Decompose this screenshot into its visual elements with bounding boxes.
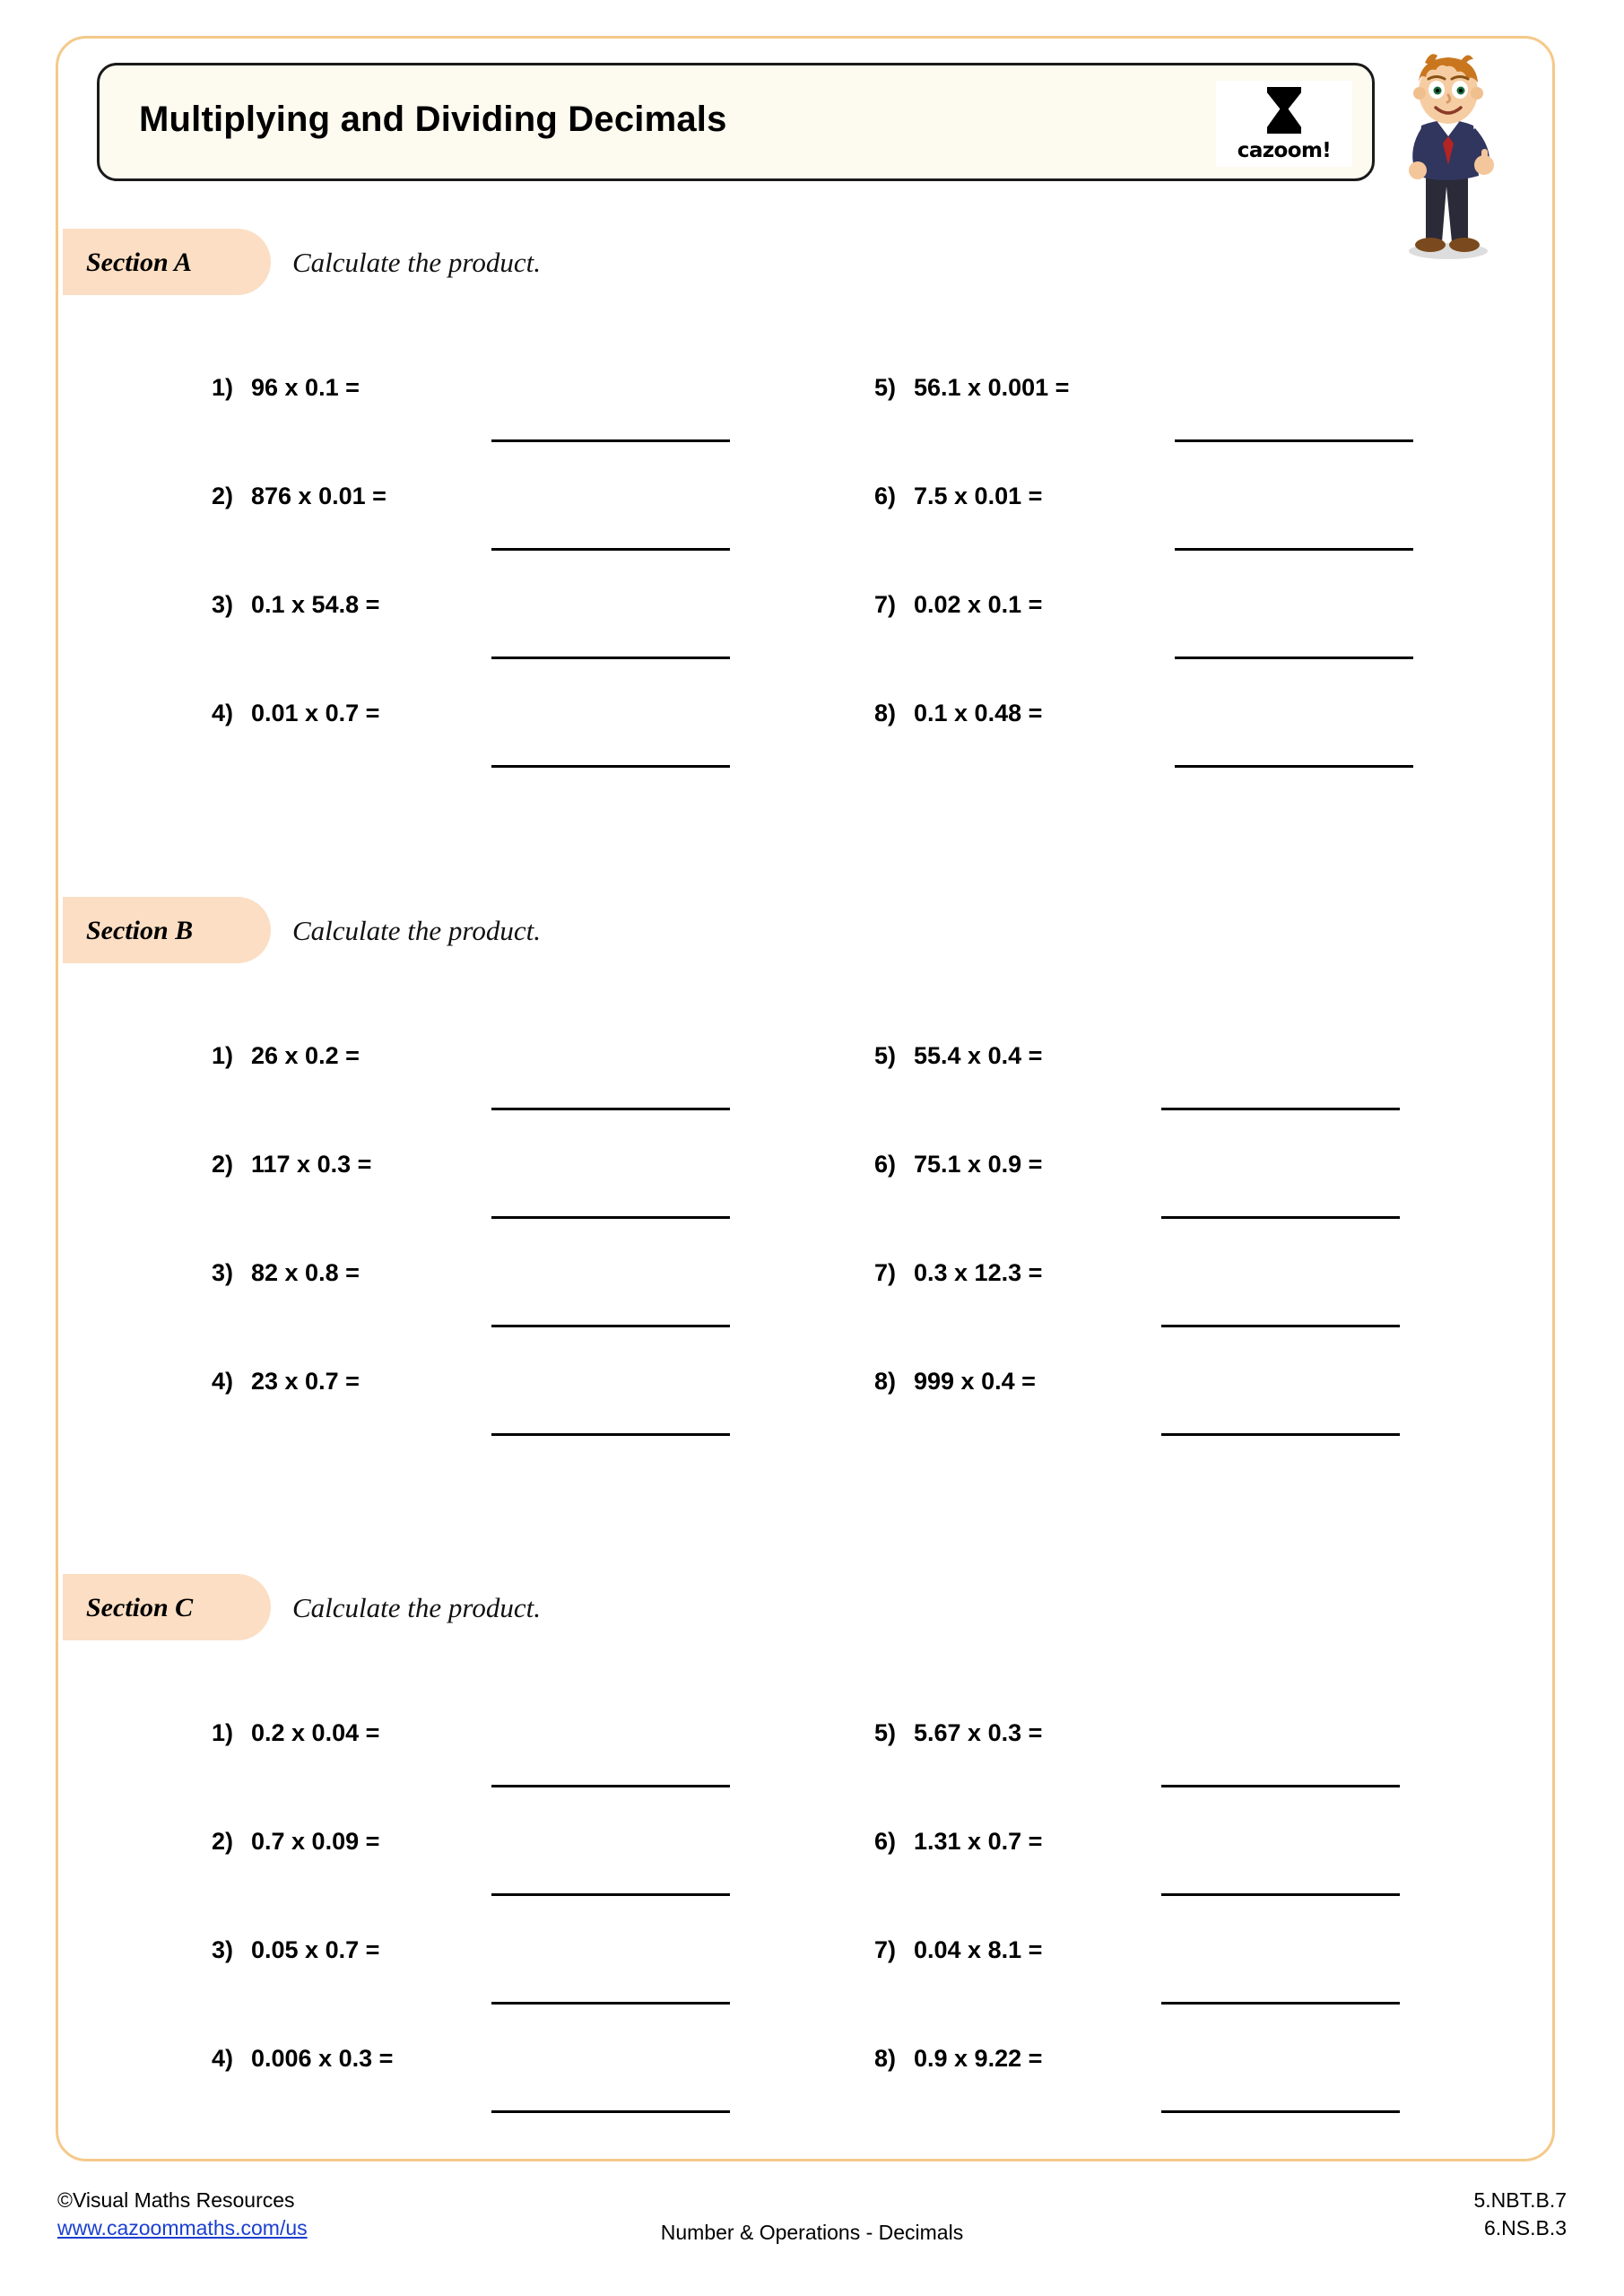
question-number: 2) bbox=[212, 483, 234, 509]
answer-line-b4[interactable] bbox=[491, 1433, 730, 1436]
question-a6 bbox=[874, 483, 1042, 510]
answer-line-a1[interactable] bbox=[491, 439, 730, 442]
question-c1 bbox=[212, 1719, 379, 1747]
question-number: 3) bbox=[212, 1936, 234, 1963]
answer-line-c8[interactable] bbox=[1161, 2110, 1400, 2113]
answer-line-c5[interactable] bbox=[1161, 1785, 1400, 1787]
question-number: 5) bbox=[874, 1042, 897, 1069]
section-a-instruction: Calculate the product. bbox=[292, 247, 541, 278]
question-number: 2) bbox=[212, 1828, 234, 1855]
question-c5 bbox=[874, 1719, 1042, 1747]
question-number: 4) bbox=[212, 700, 234, 726]
question-number: 1) bbox=[212, 374, 234, 401]
footer-topic: Number & Operations - Decimals bbox=[660, 2221, 964, 2244]
title-bar bbox=[97, 63, 1375, 181]
question-text: 0.9 x 9.22 = bbox=[914, 2045, 1043, 2072]
answer-line-b6[interactable] bbox=[1161, 1216, 1400, 1219]
question-number: 6) bbox=[874, 483, 897, 509]
copyright-text: ©Visual Maths Resources bbox=[57, 2188, 295, 2212]
question-text: 0.02 x 0.1 = bbox=[914, 591, 1043, 618]
section-b-pill bbox=[63, 897, 271, 963]
question-a3 bbox=[212, 591, 379, 619]
cazoom-hourglass-icon bbox=[1267, 87, 1301, 134]
question-b1 bbox=[212, 1042, 360, 1070]
question-b3 bbox=[212, 1259, 360, 1287]
question-number: 3) bbox=[212, 591, 234, 618]
question-a1 bbox=[212, 374, 360, 402]
question-b2 bbox=[212, 1151, 371, 1178]
question-c4 bbox=[212, 2045, 393, 2073]
question-c7 bbox=[874, 1936, 1042, 1964]
answer-line-a3[interactable] bbox=[491, 657, 730, 659]
question-text: 26 x 0.2 = bbox=[251, 1042, 360, 1069]
answer-line-c3[interactable] bbox=[491, 2002, 730, 2005]
question-number: 7) bbox=[874, 1936, 897, 1963]
answer-line-a6[interactable] bbox=[1175, 548, 1413, 551]
question-number: 5) bbox=[874, 374, 897, 401]
question-text: 96 x 0.1 = bbox=[251, 374, 360, 401]
question-text: 55.4 x 0.4 = bbox=[914, 1042, 1043, 1069]
question-text: 117 x 0.3 = bbox=[251, 1151, 372, 1178]
answer-line-a4[interactable] bbox=[491, 765, 730, 768]
question-text: 876 x 0.01 = bbox=[251, 483, 386, 509]
answer-line-b3[interactable] bbox=[491, 1325, 730, 1327]
question-text: 0.1 x 54.8 = bbox=[251, 591, 380, 618]
answer-line-c2[interactable] bbox=[491, 1893, 730, 1896]
answer-line-b7[interactable] bbox=[1161, 1325, 1400, 1327]
question-b5 bbox=[874, 1042, 1042, 1070]
answer-line-a7[interactable] bbox=[1175, 657, 1413, 659]
answer-line-a2[interactable] bbox=[491, 548, 730, 551]
question-c8 bbox=[874, 2045, 1042, 2073]
website-link[interactable]: www.cazoommaths.com/us bbox=[57, 2216, 308, 2240]
cazoom-logo-text: cazoom! bbox=[1237, 139, 1332, 162]
question-text: 75.1 x 0.9 = bbox=[914, 1151, 1043, 1178]
question-text: 5.67 x 0.3 = bbox=[914, 1719, 1043, 1746]
question-b4 bbox=[212, 1368, 360, 1396]
question-a4 bbox=[212, 700, 379, 727]
answer-line-c1[interactable] bbox=[491, 1785, 730, 1787]
section-b-instruction: Calculate the product. bbox=[292, 915, 541, 946]
footer-standards bbox=[1473, 2187, 1567, 2242]
question-text: 0.1 x 0.48 = bbox=[914, 700, 1043, 726]
question-number: 4) bbox=[212, 2045, 234, 2072]
question-number: 2) bbox=[212, 1151, 234, 1178]
question-c3 bbox=[212, 1936, 379, 1964]
answer-line-a5[interactable] bbox=[1175, 439, 1413, 442]
question-number: 7) bbox=[874, 591, 897, 618]
answer-line-b8[interactable] bbox=[1161, 1433, 1400, 1436]
question-number: 8) bbox=[874, 2045, 897, 2072]
question-a2 bbox=[212, 483, 386, 510]
question-text: 1.31 x 0.7 = bbox=[914, 1828, 1043, 1855]
question-number: 3) bbox=[212, 1259, 234, 1286]
question-b8 bbox=[874, 1368, 1036, 1396]
question-text: 0.05 x 0.7 = bbox=[251, 1936, 380, 1963]
question-number: 6) bbox=[874, 1828, 897, 1855]
question-number: 4) bbox=[212, 1368, 234, 1395]
answer-line-c7[interactable] bbox=[1161, 2002, 1400, 2005]
question-c2 bbox=[212, 1828, 379, 1856]
question-a8 bbox=[874, 700, 1042, 727]
question-number: 1) bbox=[212, 1719, 234, 1746]
question-number: 8) bbox=[874, 1368, 897, 1395]
question-text: 0.7 x 0.09 = bbox=[251, 1828, 380, 1855]
standard-code-1: 5.NBT.B.7 bbox=[1473, 2188, 1567, 2212]
question-text: 7.5 x 0.01 = bbox=[914, 483, 1043, 509]
page-footer bbox=[0, 2187, 1624, 2285]
question-text: 0.3 x 12.3 = bbox=[914, 1259, 1043, 1286]
standard-code-2: 6.NS.B.3 bbox=[1483, 2216, 1567, 2240]
question-number: 5) bbox=[874, 1719, 897, 1746]
answer-line-b2[interactable] bbox=[491, 1216, 730, 1219]
question-text: 56.1 x 0.001 = bbox=[914, 374, 1070, 401]
question-text: 0.2 x 0.04 = bbox=[251, 1719, 380, 1746]
question-number: 6) bbox=[874, 1151, 897, 1178]
page-title: Multiplying and Dividing Decimals bbox=[139, 100, 727, 139]
answer-line-c6[interactable] bbox=[1161, 1893, 1400, 1896]
answer-line-b1[interactable] bbox=[491, 1108, 730, 1110]
question-text: 999 x 0.4 = bbox=[914, 1368, 1036, 1395]
cazoom-logo bbox=[1216, 81, 1352, 167]
question-number: 8) bbox=[874, 700, 897, 726]
question-c6 bbox=[874, 1828, 1042, 1856]
question-text: 0.006 x 0.3 = bbox=[251, 2045, 394, 2072]
question-text: 0.01 x 0.7 = bbox=[251, 700, 380, 726]
question-a7 bbox=[874, 591, 1042, 619]
mascot-illustration bbox=[1385, 43, 1511, 263]
answer-line-b5[interactable] bbox=[1161, 1108, 1400, 1110]
section-b-label: Section B bbox=[86, 916, 194, 945]
question-b6 bbox=[874, 1151, 1042, 1178]
question-number: 1) bbox=[212, 1042, 234, 1069]
question-text: 0.04 x 8.1 = bbox=[914, 1936, 1043, 1963]
answer-line-a8[interactable] bbox=[1175, 765, 1413, 768]
question-text: 23 x 0.7 = bbox=[251, 1368, 360, 1395]
section-a-label: Section A bbox=[86, 248, 193, 277]
section-a-pill bbox=[63, 229, 271, 295]
question-text: 82 x 0.8 = bbox=[251, 1259, 360, 1286]
question-number: 7) bbox=[874, 1259, 897, 1286]
section-c-pill bbox=[63, 1574, 271, 1640]
question-a5 bbox=[874, 374, 1069, 402]
section-c-label: Section C bbox=[86, 1593, 194, 1622]
question-b7 bbox=[874, 1259, 1042, 1287]
answer-line-c4[interactable] bbox=[491, 2110, 730, 2113]
section-c-instruction: Calculate the product. bbox=[292, 1592, 541, 1623]
